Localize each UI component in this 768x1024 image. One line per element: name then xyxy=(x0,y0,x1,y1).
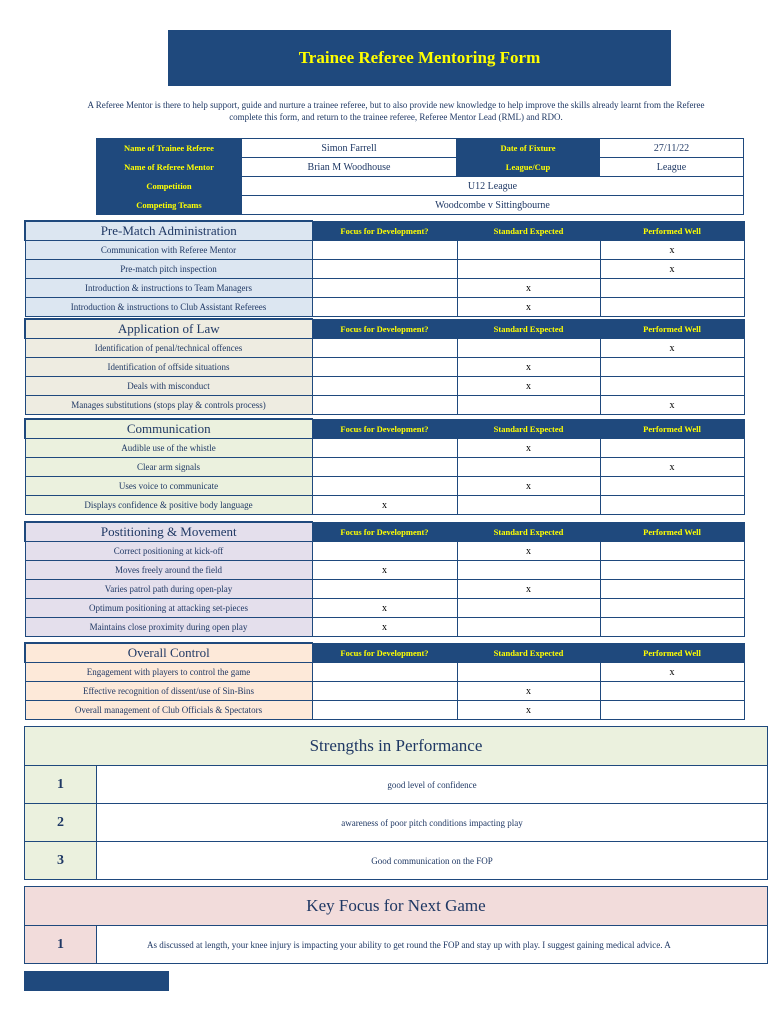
competition-value[interactable]: U12 League xyxy=(242,177,744,196)
column-header-standard: Standard Expected xyxy=(457,419,600,439)
rating-cell-standard[interactable] xyxy=(457,458,600,477)
criteria-label: Identification of penal/technical offences xyxy=(25,339,312,358)
criteria-label: Varies patrol path during open-play xyxy=(25,580,312,599)
criteria-label: Introduction & instructions to Team Managers xyxy=(25,279,312,298)
rating-cell-standard[interactable] xyxy=(457,618,600,637)
rating-cell-standard[interactable]: x xyxy=(457,439,600,458)
rating-cell-standard[interactable] xyxy=(457,396,600,415)
rating-cell-performed[interactable]: x xyxy=(600,458,744,477)
fixture-date-value[interactable]: 27/11/22 xyxy=(600,139,744,158)
criteria-label: Communication with Referee Mentor xyxy=(25,241,312,260)
rating-cell-standard[interactable]: x xyxy=(457,298,600,317)
strengths-title: Strengths in Performance xyxy=(25,727,768,766)
rating-cell-focus[interactable] xyxy=(312,358,457,377)
rating-cell-performed[interactable]: x xyxy=(600,260,744,279)
criteria-label: Pre-match pitch inspection xyxy=(25,260,312,279)
league-cup-label: League/Cup xyxy=(457,158,600,177)
rating-cell-standard[interactable] xyxy=(457,496,600,515)
competition-label: Competition xyxy=(97,177,242,196)
section-title: Pre-Match Administration xyxy=(25,221,312,241)
criteria-label: Clear arm signals xyxy=(25,458,312,477)
criteria-row xyxy=(25,561,744,580)
column-header-performed: Performed Well xyxy=(600,419,744,439)
rating-cell-performed[interactable] xyxy=(600,279,744,298)
rating-cell-focus[interactable] xyxy=(312,701,457,720)
criteria-label: Identification of offside situations xyxy=(25,358,312,377)
criteria-label: Optimum positioning at attacking set-pieces xyxy=(25,599,312,618)
rating-cell-standard[interactable] xyxy=(457,561,600,580)
rating-cell-performed[interactable] xyxy=(600,561,744,580)
column-header-standard: Standard Expected xyxy=(457,221,600,241)
section-title: Communication xyxy=(25,419,312,439)
criteria-row xyxy=(25,241,744,260)
rating-cell-performed[interactable] xyxy=(600,358,744,377)
rating-cell-focus[interactable]: x xyxy=(312,599,457,618)
intro-line-2: complete this form, and return to the trainee referee, Referee Mentor Lead (RML) and RDO. xyxy=(229,112,563,122)
rating-cell-focus[interactable] xyxy=(312,279,457,298)
criteria-row xyxy=(25,477,744,496)
criteria-row xyxy=(25,458,744,477)
criteria-row xyxy=(25,542,744,561)
criteria-row xyxy=(25,439,744,458)
criteria-label: Maintains close proximity during open play xyxy=(25,618,312,637)
rating-cell-performed[interactable] xyxy=(600,439,744,458)
criteria-label: Introduction & instructions to Club Assistant Referees xyxy=(25,298,312,317)
rating-cell-standard[interactable]: x xyxy=(457,580,600,599)
strength-number: 1 xyxy=(25,766,97,804)
column-header-standard: Standard Expected xyxy=(457,643,600,663)
criteria-row xyxy=(25,358,744,377)
rating-cell-standard[interactable] xyxy=(457,260,600,279)
rating-cell-performed[interactable] xyxy=(600,618,744,637)
criteria-label: Displays confidence & positive body language xyxy=(25,496,312,515)
rating-cell-standard[interactable]: x xyxy=(457,682,600,701)
rating-cell-performed[interactable]: x xyxy=(600,663,744,682)
mentor-name-label: Name of Referee Mentor xyxy=(97,158,242,177)
focus-number: 1 xyxy=(25,926,97,964)
rating-cell-focus[interactable] xyxy=(312,458,457,477)
rating-cell-performed[interactable] xyxy=(600,298,744,317)
mentor-name-value[interactable]: Brian M Woodhouse xyxy=(242,158,457,177)
rating-cell-focus[interactable] xyxy=(312,580,457,599)
rating-cell-focus[interactable] xyxy=(312,682,457,701)
strength-number: 3 xyxy=(25,842,97,880)
column-header-focus: Focus for Development? xyxy=(312,319,457,339)
criteria-row xyxy=(25,580,744,599)
section-title: Postitioning & Movement xyxy=(25,522,312,542)
rating-cell-performed[interactable] xyxy=(600,580,744,599)
rating-cell-standard[interactable] xyxy=(457,241,600,260)
rating-cell-standard[interactable]: x xyxy=(457,542,600,561)
column-header-performed: Performed Well xyxy=(600,221,744,241)
criteria-row xyxy=(25,396,744,415)
form-title-text: Trainee Referee Mentoring Form xyxy=(298,48,541,67)
rating-cell-standard[interactable]: x xyxy=(457,701,600,720)
rating-cell-performed[interactable] xyxy=(600,477,744,496)
criteria-label: Deals with misconduct xyxy=(25,377,312,396)
trainee-name-value[interactable]: Simon Farrell xyxy=(242,139,457,158)
criteria-row xyxy=(25,682,744,701)
rating-cell-focus[interactable]: x xyxy=(312,618,457,637)
footer-bar xyxy=(24,971,169,991)
fixture-date-label: Date of Fixture xyxy=(457,139,600,158)
criteria-row xyxy=(25,701,744,720)
criteria-label: Overall management of Club Officials & Spectators xyxy=(25,701,312,720)
column-header-performed: Performed Well xyxy=(600,643,744,663)
column-header-focus: Focus for Development? xyxy=(312,419,457,439)
rating-cell-performed[interactable]: x xyxy=(600,396,744,415)
rating-cell-focus[interactable] xyxy=(312,663,457,682)
criteria-row xyxy=(25,377,744,396)
column-header-performed: Performed Well xyxy=(600,319,744,339)
criteria-label: Audible use of the whistle xyxy=(25,439,312,458)
rating-cell-performed[interactable] xyxy=(600,701,744,720)
rating-cell-performed[interactable] xyxy=(600,377,744,396)
strength-number: 2 xyxy=(25,804,97,842)
rating-cell-focus[interactable] xyxy=(312,439,457,458)
rating-cell-performed[interactable]: x xyxy=(600,339,744,358)
criteria-row xyxy=(25,663,744,682)
rating-cell-focus[interactable] xyxy=(312,339,457,358)
section-title: Overall Control xyxy=(25,643,312,663)
rating-cell-standard[interactable]: x xyxy=(457,377,600,396)
section-com-table xyxy=(24,418,745,515)
league-cup-value[interactable]: League xyxy=(600,158,744,177)
rating-cell-focus[interactable]: x xyxy=(312,561,457,580)
key-focus-table xyxy=(24,886,768,964)
rating-cell-focus[interactable] xyxy=(312,260,457,279)
trainee-name-label: Name of Trainee Referee xyxy=(97,139,242,158)
rating-cell-standard[interactable] xyxy=(457,599,600,618)
rating-cell-standard[interactable] xyxy=(457,663,600,682)
section-pos-table xyxy=(24,521,745,637)
rating-cell-focus[interactable] xyxy=(312,241,457,260)
strengths-table xyxy=(24,726,768,880)
criteria-row xyxy=(25,298,744,317)
intro-text xyxy=(24,99,768,123)
section-law-table xyxy=(24,318,745,415)
column-header-focus: Focus for Development? xyxy=(312,522,457,542)
section-title: Application of Law xyxy=(25,319,312,339)
criteria-row xyxy=(25,618,744,637)
rating-cell-performed[interactable] xyxy=(600,542,744,561)
intro-line-1: A Referee Mentor is there to help support, guide and nurture a trainee referee, but to also provide new knowledge to help improve the skills already learnt from the Referee xyxy=(87,100,705,110)
rating-cell-focus[interactable] xyxy=(312,542,457,561)
criteria-row xyxy=(25,496,744,515)
rating-cell-focus[interactable] xyxy=(312,298,457,317)
rating-cell-standard[interactable]: x xyxy=(457,358,600,377)
rating-cell-performed[interactable] xyxy=(600,682,744,701)
column-header-performed: Performed Well xyxy=(600,522,744,542)
section-ov-table xyxy=(24,642,745,720)
rating-cell-focus[interactable] xyxy=(312,477,457,496)
rating-cell-performed[interactable]: x xyxy=(600,241,744,260)
criteria-label: Manages substitutions (stops play & controls process) xyxy=(25,396,312,415)
strength-text[interactable]: good level of confidence xyxy=(97,766,768,804)
criteria-label: Engagement with players to control the game xyxy=(25,663,312,682)
column-header-focus: Focus for Development? xyxy=(312,221,457,241)
rating-cell-performed[interactable] xyxy=(600,496,744,515)
criteria-row xyxy=(25,339,744,358)
criteria-label: Uses voice to communicate xyxy=(25,477,312,496)
strength-text[interactable]: Good communication on the FOP xyxy=(97,842,768,880)
criteria-row xyxy=(25,260,744,279)
rating-cell-performed[interactable] xyxy=(600,599,744,618)
key-focus-title: Key Focus for Next Game xyxy=(25,887,768,926)
form-title xyxy=(168,30,671,86)
rating-cell-standard[interactable]: x xyxy=(457,477,600,496)
rating-cell-focus[interactable]: x xyxy=(312,496,457,515)
competing-teams-value[interactable]: Woodcombe v Sittingbourne xyxy=(242,196,744,215)
competing-teams-label: Competing Teams xyxy=(97,196,242,215)
section-pm-table xyxy=(24,220,745,317)
fixture-info-table xyxy=(96,138,744,215)
criteria-row xyxy=(25,279,744,298)
criteria-label: Correct positioning at kick-off xyxy=(25,542,312,561)
focus-text[interactable]: As discussed at length, your knee injury is impacting your ability to get round the FOP and stay up with play. I suggest gaining medical advice. A xyxy=(97,926,768,964)
column-header-standard: Standard Expected xyxy=(457,522,600,542)
criteria-row xyxy=(25,599,744,618)
criteria-label: Effective recognition of dissent/use of Sin-Bins xyxy=(25,682,312,701)
strength-text[interactable]: awareness of poor pitch conditions impacting play xyxy=(97,804,768,842)
column-header-standard: Standard Expected xyxy=(457,319,600,339)
criteria-label: Moves freely around the field xyxy=(25,561,312,580)
rating-cell-focus[interactable] xyxy=(312,377,457,396)
rating-cell-standard[interactable]: x xyxy=(457,279,600,298)
rating-cell-standard[interactable] xyxy=(457,339,600,358)
rating-cell-focus[interactable] xyxy=(312,396,457,415)
column-header-focus: Focus for Development? xyxy=(312,643,457,663)
